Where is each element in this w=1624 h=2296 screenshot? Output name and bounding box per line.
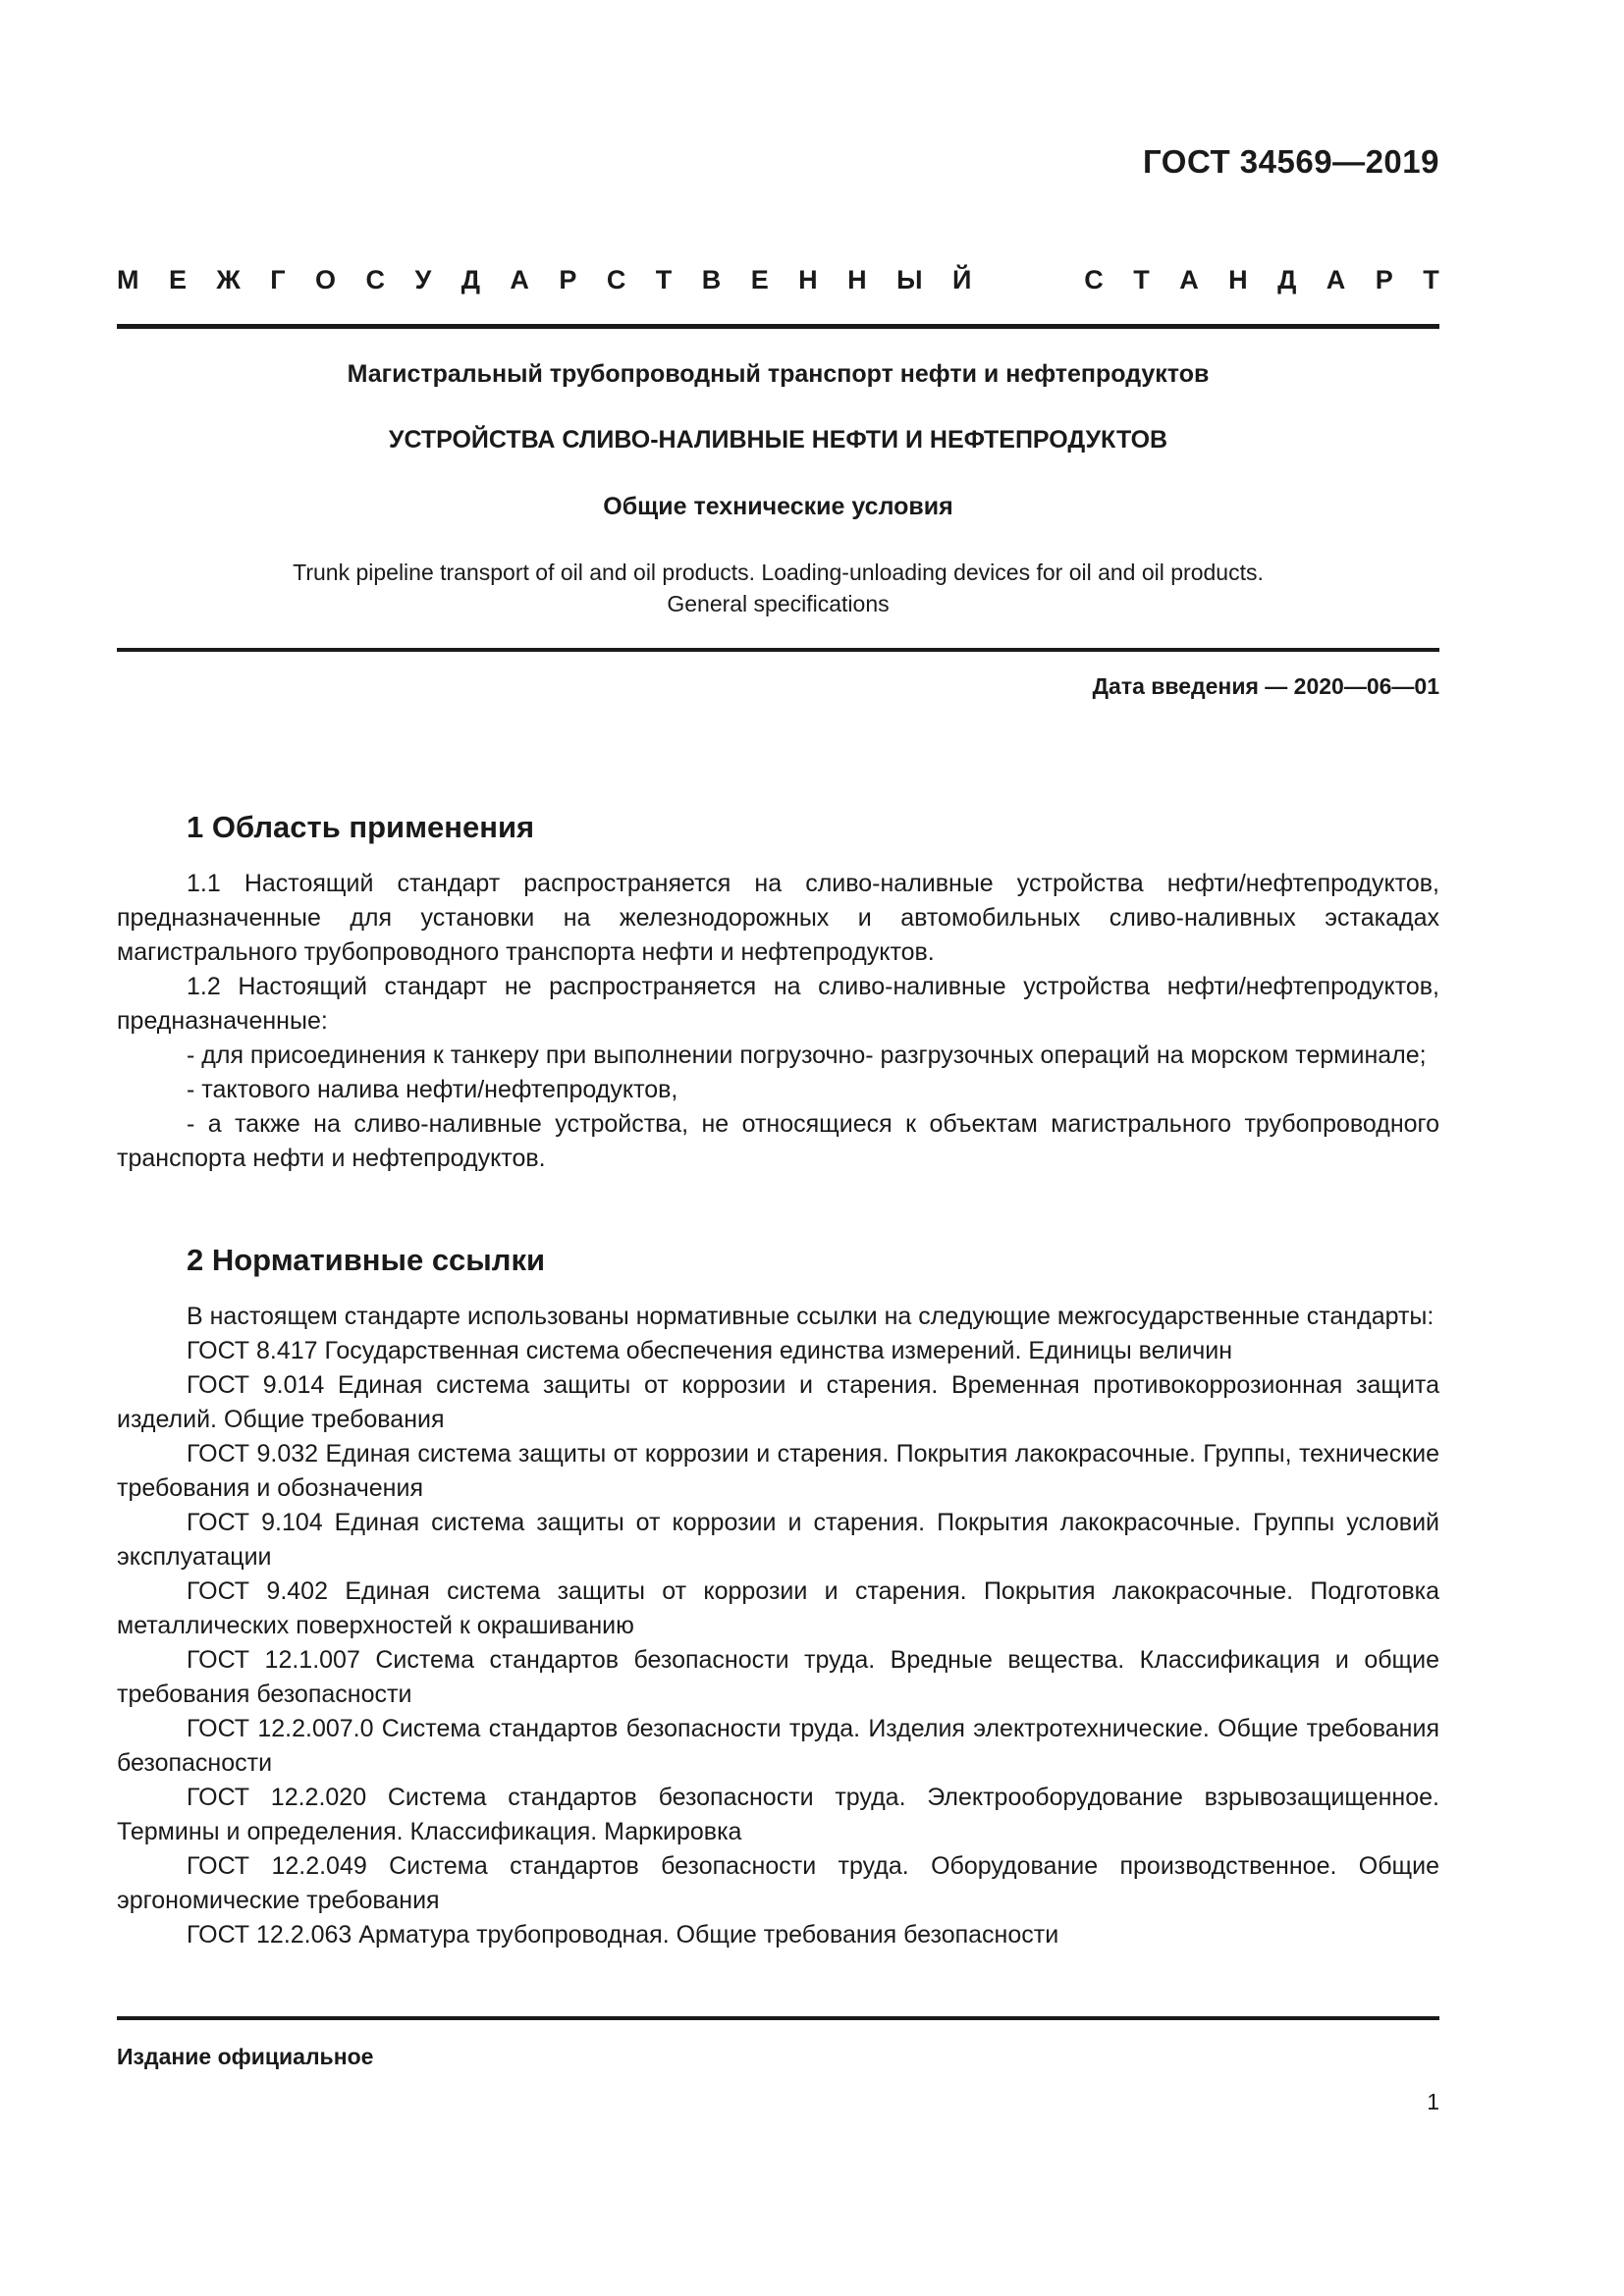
- section-2-heading: 2 Нормативные ссылки: [187, 1243, 546, 1277]
- footer-divider: [117, 2016, 1439, 2020]
- subtitle-ru: Общие технические условия: [603, 493, 953, 520]
- title-en: [117, 557, 1439, 619]
- title-main: УСТРОЙСТВА СЛИВО-НАЛИВНЫЕ НЕФТИ И НЕФТЕПРОДУКТОВ: [388, 426, 1168, 454]
- title-en-line-1: Trunk pipeline transport of oil and oil products. Loading-unloading devices for oil and oil products.: [293, 560, 1264, 585]
- page-number: 1: [1427, 2089, 1439, 2114]
- section-1-heading: 1 Область применения: [187, 810, 535, 844]
- standard-type-letter: Г: [270, 265, 286, 294]
- word-gap: [1001, 265, 1055, 304]
- section-2-body: [117, 1300, 1439, 1952]
- official-edition-label: Издание официальное: [117, 2044, 374, 2069]
- standard-type-letter: Р: [1375, 265, 1393, 294]
- standard-type-letter: Ж: [216, 265, 241, 294]
- standard-type-letter: С: [606, 265, 626, 294]
- standard-type-letter: Н: [847, 265, 867, 294]
- standard-type-letter: С: [1084, 265, 1104, 294]
- standard-type-letter: Й: [951, 265, 972, 294]
- standard-type-letter: А: [510, 265, 529, 294]
- reference-item: ГОСТ 12.2.020 Система стандартов безопасности труда. Электрооборудование взрывозащищенное. Термины и определения. Классификация. Маркировка: [117, 1784, 1439, 1845]
- reference-item: ГОСТ 9.104 Единая система защиты от коррозии и старения. Покрытия лакокрасочные. Группы условий эксплуатации: [117, 1509, 1439, 1571]
- title-ru-line: Магистральный трубопроводный транспорт нефти и нефтепродуктов: [347, 360, 1210, 388]
- standard-type-letter: О: [315, 265, 337, 294]
- standard-type-letter: А: [1179, 265, 1199, 294]
- reference-item: ГОСТ 9.402 Единая система защиты от коррозии и старения. Покрытия лакокрасочные. Подготовка металлических поверхностей к окрашиванию: [117, 1577, 1439, 1639]
- paragraph: 1.1 Настоящий стандарт распространяется на сливо-наливные устройства нефти/нефтепродуктов, предназначенные для установки на железнодорожных и автомобильных сливо-наливных эстакадах магистрального трубопроводного транспорта нефти и нефтепродуктов.: [117, 870, 1439, 966]
- reference-item: ГОСТ 9.032 Единая система защиты от коррозии и старения. Покрытия лакокрасочные. Группы, технические требования и обозначения: [117, 1440, 1439, 1502]
- standard-type-letter: Д: [1277, 265, 1297, 294]
- standard-type-letter: Н: [1228, 265, 1248, 294]
- section-1-body: [117, 867, 1439, 1176]
- doc-number: ГОСТ 34569—2019: [1143, 143, 1439, 180]
- reference-item: ГОСТ 12.2.007.0 Система стандартов безопасности труда. Изделия электротехнические. Общие требования безопасности: [117, 1715, 1439, 1777]
- paragraph: - для присоединения к танкеру при выполнении погрузочно- разгрузочных операций на морском терминале;: [187, 1041, 1427, 1069]
- standard-type-letter: Н: [798, 265, 818, 294]
- reference-item: ГОСТ 12.2.063 Арматура трубопроводная. Общие требования безопасности: [187, 1921, 1059, 1949]
- standard-type-letter: А: [1326, 265, 1346, 294]
- standard-type-letter: Т: [1133, 265, 1150, 294]
- standard-type-letter: В: [701, 265, 722, 294]
- standard-type-letter: С: [365, 265, 386, 294]
- paragraph: 1.2 Настоящий стандарт не распространяется на сливо-наливные устройства нефти/нефтепродуктов, предназначенные:: [117, 973, 1439, 1035]
- paragraph: - тактового налива нефти/нефтепродуктов,: [187, 1076, 678, 1103]
- standard-type-letter: У: [414, 265, 432, 294]
- intro-date: Дата введения — 2020—06—01: [1092, 673, 1439, 699]
- standard-type-letter: Т: [655, 265, 673, 294]
- standard-type-heading: [117, 265, 1439, 304]
- standard-type-letter: Е: [168, 265, 187, 294]
- standard-type-letter: Т: [1423, 265, 1439, 294]
- paragraph: В настоящем стандарте использованы нормативные ссылки на следующие межгосударственные стандарты:: [187, 1303, 1435, 1330]
- standard-type-letter: Д: [460, 265, 480, 294]
- title-en-line-2: General specifications: [667, 591, 890, 616]
- reference-item: ГОСТ 8.417 Государственная система обеспечения единства измерений. Единицы величин: [187, 1337, 1233, 1364]
- standard-type-letter: Ы: [896, 265, 923, 294]
- standard-type-letter: Е: [750, 265, 769, 294]
- reference-item: ГОСТ 12.2.049 Система стандартов безопасности труда. Оборудование производственное. Общие эргономические требования: [117, 1852, 1439, 1914]
- standard-type-letter: Р: [559, 265, 577, 294]
- paragraph: - а также на сливо-наливные устройства, не относящиеся к объектам магистрального трубопроводного транспорта нефти и нефтепродуктов.: [117, 1110, 1439, 1172]
- reference-item: ГОСТ 12.1.007 Система стандартов безопасности труда. Вредные вещества. Классификация и общие требования безопасности: [117, 1646, 1439, 1708]
- top-divider: [117, 324, 1439, 329]
- title-divider: [117, 648, 1439, 652]
- standard-type-letter: М: [117, 265, 139, 294]
- reference-item: ГОСТ 9.014 Единая система защиты от коррозии и старения. Временная противокоррозионная защита изделий. Общие требования: [117, 1371, 1439, 1433]
